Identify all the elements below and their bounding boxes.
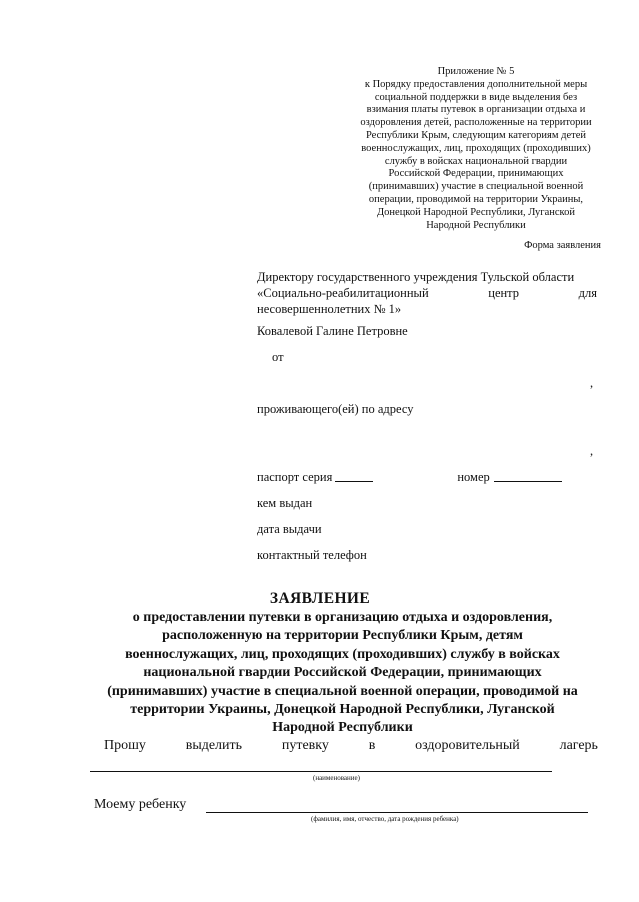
director-line: несовершеннолетних № 1»: [257, 302, 402, 316]
subtitle-line: расположенную на территории Республики Крым, детям: [162, 628, 523, 644]
appendix-line: оздоровления детей, расположенные на территории: [360, 117, 592, 129]
appendix-block: [340, 66, 612, 232]
appendix-line: Народной Республики: [426, 219, 526, 231]
director-name: Ковалевой Галине Петровне: [257, 324, 408, 338]
appendix-line: взимания платы путевок в организации отдыха и: [366, 104, 586, 116]
appendix-line: социальной поддержки в виде выделения без: [374, 91, 578, 103]
subtitle-line: (принимавших) участие в специальной военной операции, проводимой на: [107, 683, 578, 699]
camp-name-caption: (наименование): [313, 774, 360, 782]
director-line: Директору государственного учреждения Тульской области: [257, 270, 575, 284]
request-word: путевку: [281, 738, 329, 753]
comma-mark: ,: [590, 444, 594, 458]
camp-name-field[interactable]: [90, 771, 552, 772]
appendix-line: (принимавших) участие в специальной военной: [368, 181, 584, 193]
child-info-field[interactable]: [206, 812, 588, 813]
issue-date-label: дата выдачи: [257, 522, 322, 536]
passport-number-label: номер: [457, 470, 490, 484]
passport-row: [257, 470, 577, 485]
from-label: от: [272, 350, 284, 364]
residing-label: проживающего(ей) по адресу: [257, 402, 414, 416]
issued-by-label: кем выдан: [257, 496, 313, 510]
request-word: лагерь: [559, 738, 598, 753]
passport-series-label: паспорт серия: [257, 470, 333, 484]
appendix-line: Приложение № 5: [437, 66, 515, 77]
subtitle-line: военнослужащих, лиц, проходящих (проходивших) службу в войсках: [125, 646, 560, 662]
appendix-line: операции, проводимой на территории Украины,: [368, 193, 584, 205]
request-word: в: [368, 738, 376, 753]
appendix-line: Донецкой Народной Республики, Луганской: [377, 206, 575, 218]
form-label: Форма заявления: [524, 240, 601, 251]
director-word: центр: [488, 286, 520, 300]
subtitle-line: территории Украины, Донецкой Народной Республики, Луганской: [130, 702, 555, 718]
subtitle-line: национальной гвардии Российской Федерации, принимающих: [143, 665, 542, 681]
statement-subtitle: [70, 609, 615, 738]
passport-number-field[interactable]: [494, 470, 562, 482]
request-line: [104, 738, 598, 754]
request-word: оздоровительный: [415, 738, 520, 753]
passport-series-field[interactable]: [335, 470, 373, 482]
addressee-director: [257, 269, 597, 317]
comma-mark: ,: [590, 376, 594, 390]
appendix-line: Российской Федерации, принимающих: [388, 168, 564, 180]
child-info-caption: (фамилия, имя, отчество, дата рождения ребенка): [311, 815, 459, 823]
director-line-justified: [257, 285, 597, 301]
statement-title: ЗАЯВЛЕНИЕ: [269, 590, 371, 607]
appendix-line: к Порядку предоставления дополнительной меры: [364, 78, 588, 90]
request-word: Прошу: [104, 738, 146, 753]
subtitle-line: Народной Республики: [272, 720, 413, 736]
appendix-line: службу в войсках национальной гвардии: [384, 155, 568, 167]
appendix-line: военнослужащих, лиц, проходящих (проходивших): [361, 142, 591, 154]
phone-label: контактный телефон: [257, 548, 367, 562]
appendix-line: Республики Крым, следующим категориям детей: [365, 129, 587, 141]
director-word: «Социально-реабилитационный: [257, 286, 429, 300]
request-word: выделить: [185, 738, 243, 753]
director-word: для: [578, 286, 597, 300]
child-label: Моему ребенку: [94, 797, 187, 812]
subtitle-line: о предоставлении путевки в организацию отдыха и оздоровления,: [132, 610, 553, 625]
